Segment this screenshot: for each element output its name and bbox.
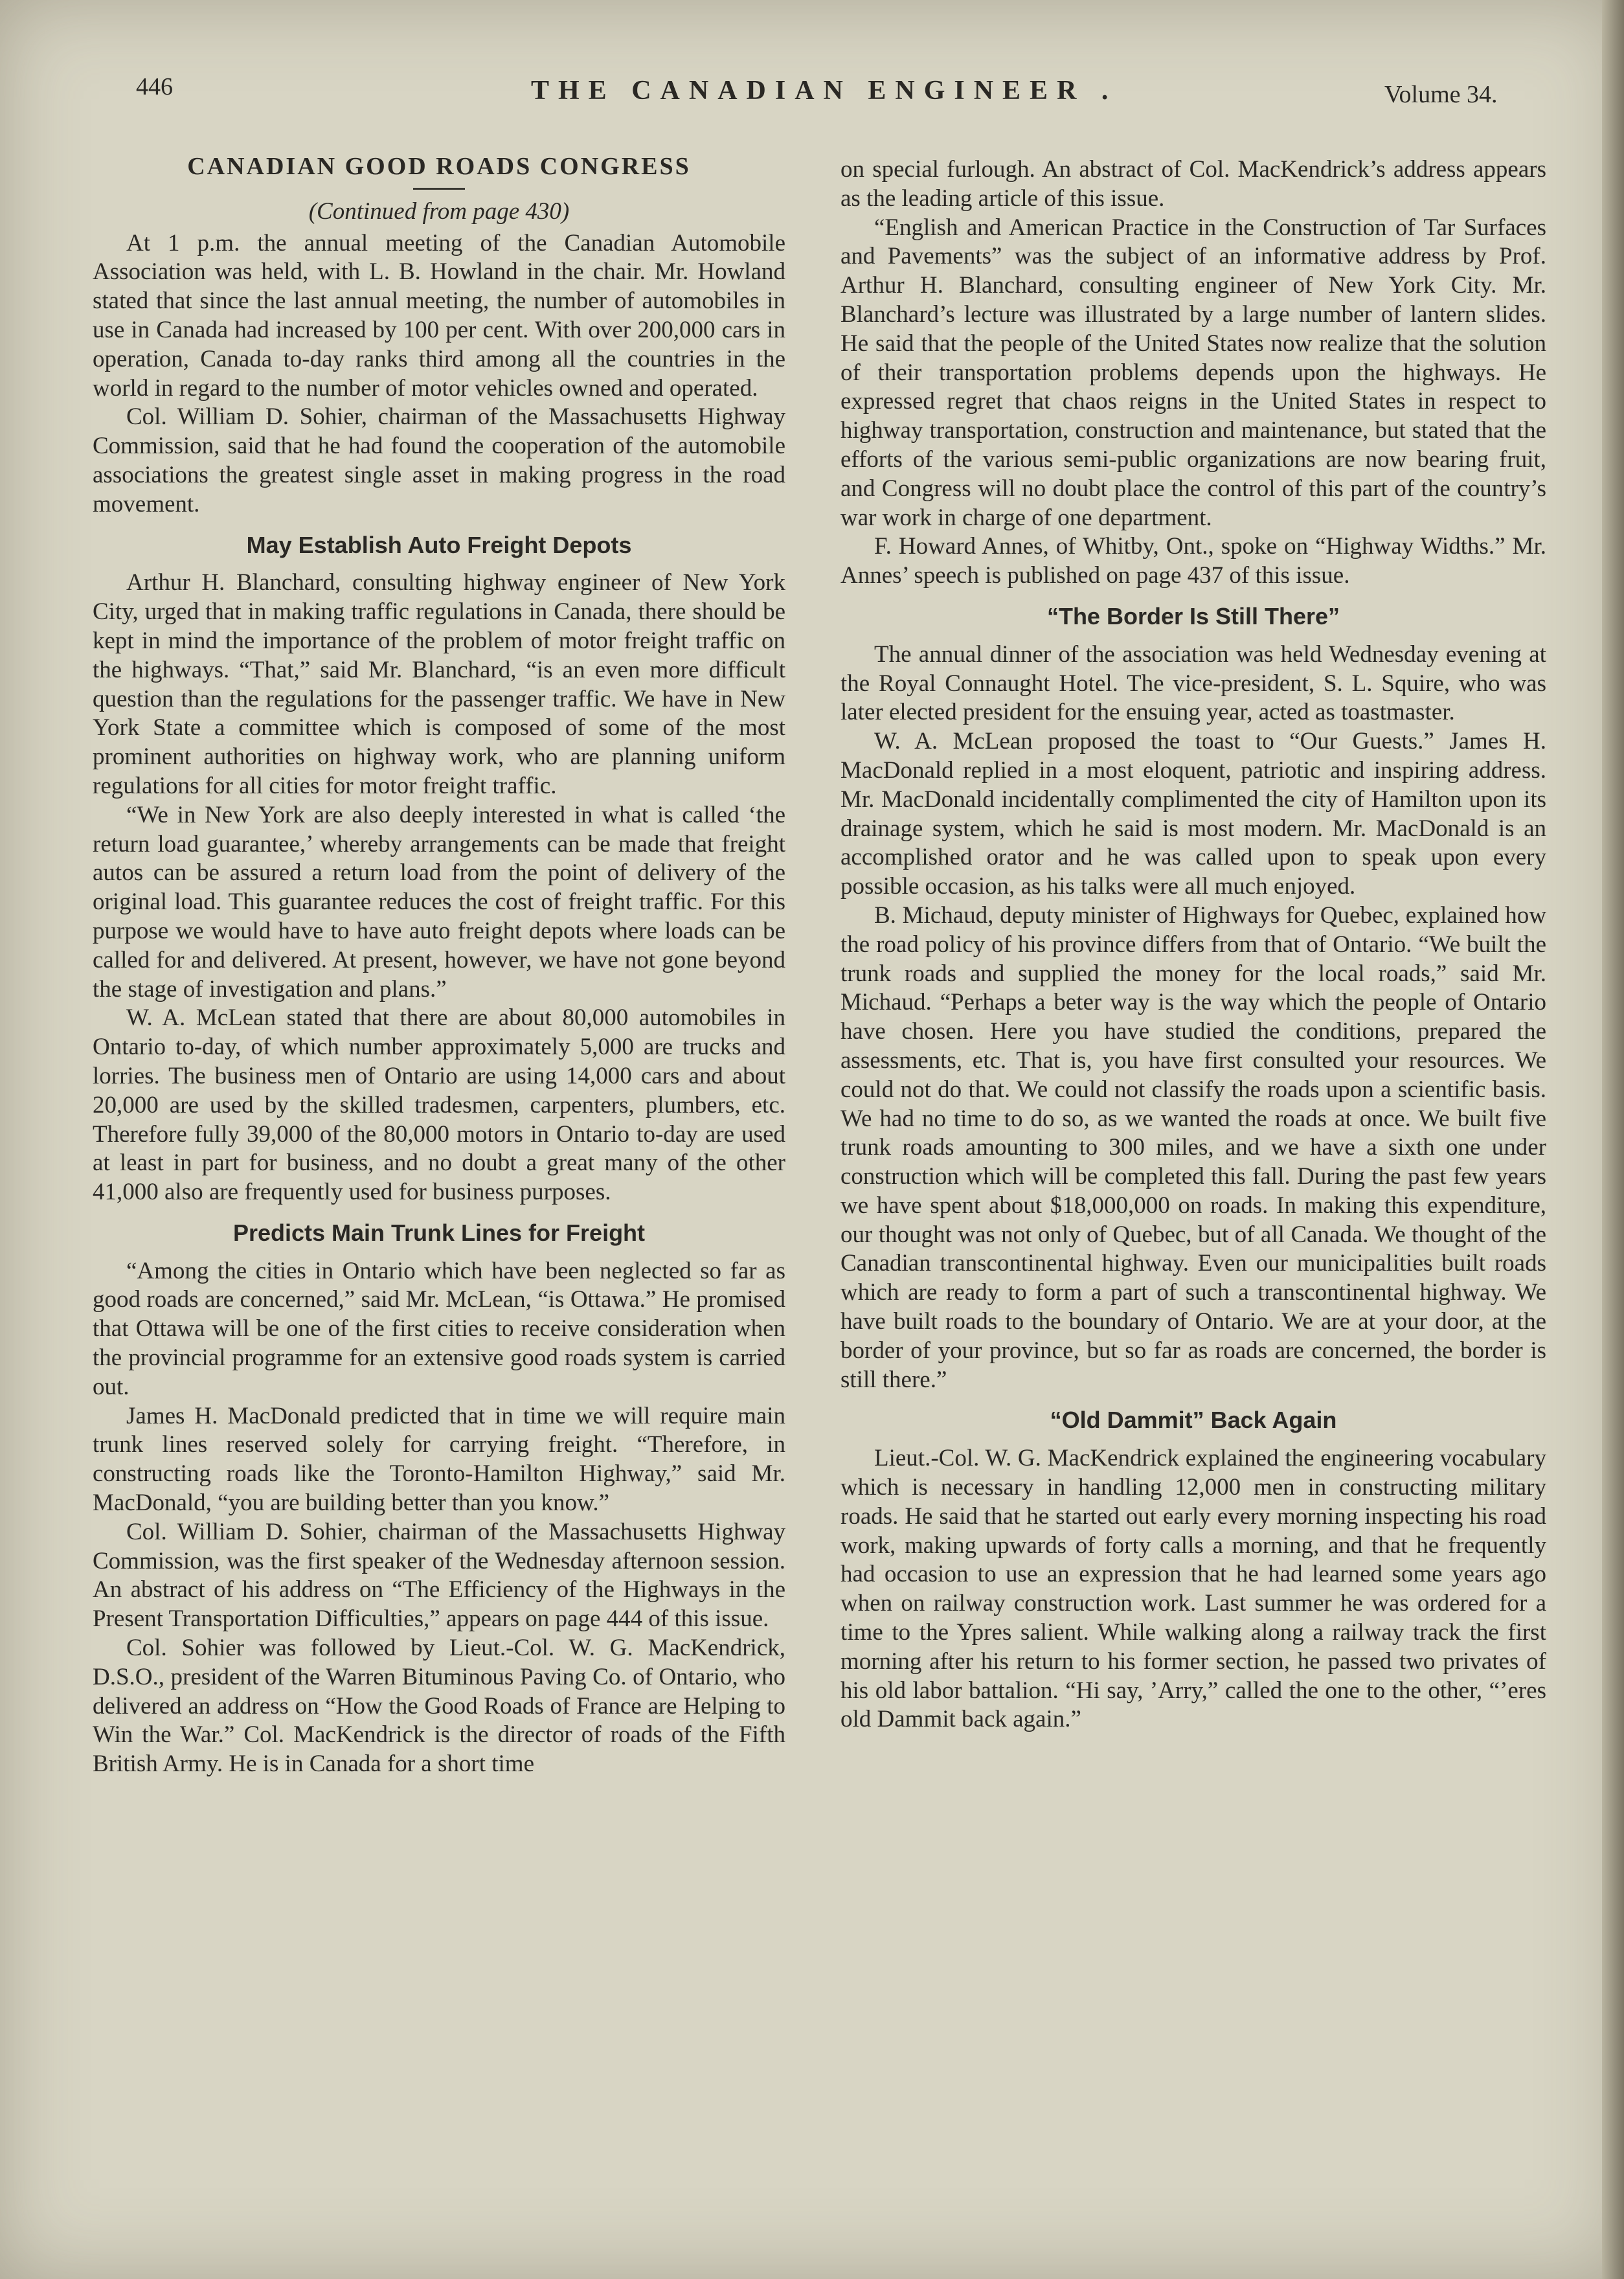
section-heading: May Establish Auto Freight Depots: [246, 531, 632, 558]
paragraph: F. Howard Annes, of Whitby, Ont., spoke on “Highway Widths.” Mr. Annes’ speech is published on page 437 of this issue.: [840, 533, 1546, 589]
paragraph: James H. MacDonald predicted that in time we will require main trunk lines reserved solely for carrying freight. “Therefore, in constructing roads like the Toronto-Hamilton Highway,” said Mr. MacDonald, “you are building better than you know.”: [93, 1402, 785, 1517]
page-number: 446: [136, 73, 173, 100]
article-title: CANADIAN GOOD ROADS CONGRESS: [187, 153, 691, 180]
left-column: [93, 146, 785, 1779]
volume-label: Volume 34.: [1384, 81, 1498, 108]
paragraph: Arthur H. Blanchard, consulting highway engineer of New York City, urged that in making traffic regulations in Canada, there should be kept in mind the importance of the problem of motor freight traffic on the highways. “That,” said Mr. Blanchard, “is an even more difficult question than the regulations for the passenger traffic. We have in New York State a committee which is composed of some of the most prominent authorities on highway work, who are planning uniform regulations for all cities for motor freight traffic.: [93, 569, 785, 799]
publication-title: THE CANADIAN ENGINEER .: [531, 76, 1118, 106]
paragraph: Col. William D. Sohier, chairman of the Massachusetts Highway Commission, said that he had found the cooperation of the automobile associations the greatest single asset in making progress in the road movement.: [93, 403, 785, 517]
paragraph: W. A. McLean proposed the toast to “Our Guests.” James H. MacDonald replied in a most eloquent, patriotic and inspiring address. Mr. MacDonald incidentally complimented the city of Hamilton upon its drainage system, which he said is most modern. Mr. MacDonald is an accomplished orator and he was called upon to speak upon every possible occasion, as his talks were all much enjoyed.: [840, 728, 1546, 900]
page-edge-shadow: [1602, 0, 1624, 2279]
paragraph: The annual dinner of the association was held Wednesday evening at the Royal Connaught Hotel. The vice-president, S. L. Squire, who was later elected president for the ensuing year, acted as toastmaster.: [840, 641, 1546, 726]
paragraph: “English and American Practice in the Construction of Tar Surfaces and Pavements” was the subject of an informative address by Prof. Arthur H. Blanchard, consulting engineer of New York City. Mr. Blanchard’s lecture was illustrated by a large number of lantern slides. He said that the people of the United States now realize that the solution of their transportation problems depends upon the highways. He expressed regret that chaos reigns in the United States in respect to highway transportation, construction and maintenance, but stated that the efforts of the various semi-public organizations are now bearing fruit, and Congress will no doubt place the control of this part of the country’s war work in charge of one department.: [840, 214, 1546, 531]
section-heading: “Old Dammit” Back Again: [1050, 1407, 1337, 1434]
paragraph: At 1 p.m. the annual meeting of the Canadian Automobile Association was held, with L. B. Howland in the chair. Mr. Howland stated that since the last annual meeting, the number of automobiles in use in Canada had increased by 100 per cent. With over 200,000 cars in operation, Canada to-day ranks third among all the countries in the world in regard to the number of motor vehicles owned and operated.: [93, 229, 785, 402]
paragraph: “Among the cities in Ontario which have been neglected so far as good roads are concerned,” said Mr. McLean, “is Ottawa.” He promised that Ottawa will be one of the first cities to receive consideration when the provincial programme for an extensive good roads system is carried out.: [93, 1257, 785, 1400]
paragraph: B. Michaud, deputy minister of Highways for Quebec, explained how the road policy of his province differs from that of Ontario. “We built the trunk roads and supplied the money for the local roads,” said Mr. Michaud. “Perhaps a beter way is the way which the people of Ontario have chosen. Here you have studied the conditions, prepared the assessments, etc. That is, you have first consulted your resources. We could not do that. We could not classify the roads upon a scientific basis. We had no time to do so, as we wanted the roads at once. We built five trunk roads amounting to 300 miles, and we have a sixth one under construction which will be completed this fall. During the past few years we have spent about $18,000,000 on roads. In making this expenditure, our thought was not only of Quebec, but of all Canada. We thought of the Canadian transcontinental highway. Even our municipalities built roads which are ready to form a part of such a transcontinental highway. We have built roads to the boundary of Ontario. We are at your door, at the border of your province, but so far as roads are concerned, the border is still there.”: [840, 901, 1546, 1393]
continued-note: (Continued from page 430): [308, 198, 570, 225]
section-heading: “The Border Is Still There”: [1046, 602, 1340, 629]
section-heading: Predicts Main Trunk Lines for Freight: [232, 1219, 646, 1246]
title-rule: [413, 188, 465, 190]
paragraph: “We in New York are also deeply interested in what is called ‘the return load guarantee,’ whereby arrangements can be made that freight autos can be assured a return load from the point of delivery of the original load. This guarantee reduces the cost of freight traffic. For this purpose we would have to have auto freight depots where loads can be called for and delivered. At present, however, we have not gone beyond the stage of investigation and plans.”: [93, 801, 785, 1003]
paragraph: Col. William D. Sohier, chairman of the Massachusetts Highway Commission, was the first speaker of the Wednesday afternoon session. An abstract of his address on “The Efficiency of the Highways in the Present Transportation Difficulties,” appears on page 444 of this issue.: [93, 1518, 785, 1633]
paragraph: W. A. McLean stated that there are about 80,000 automobiles in Ontario to-day, of which number approximately 5,000 are trucks and lorries. The business men of Ontario are using 14,000 cars and about 20,000 are used by the skilled tradesmen, carpenters, plumbers, etc. Therefore fully 39,000 of the 80,000 motors in Ontario to-day are used at least in part for business, and no doubt a great many of the other 41,000 also are frequently used for business purposes.: [93, 1004, 785, 1206]
paragraph: Lieut.-Col. W. G. MacKendrick explained the engineering vocabulary which is necessary in handling 12,000 men in constructing military roads. He said that he started out early every morning inspecting his road work, making upwards of forty calls a morning, and that he frequently had occasion to use an expression that he had learned some years ago when on railway construction work. Last summer he was ordered for a time to the Ypres salient. While walking along a railway track the first morning after his return to his former section, he passed two privates of his old labor battalion. “Hi say, ’Arry,” called the one to the other, “’eres old Dammit back again.”: [840, 1445, 1546, 1733]
paragraph: Col. Sohier was followed by Lieut.-Col. W. G. MacKendrick, D.S.O., president of the Warren Bituminous Paving Co. of Ontario, who delivered an address on “How the Good Roads of France are Helping to Win the War.” Col. MacKendrick is the director of roads of the Fifth British Army. He is in Canada for a short time: [93, 1635, 785, 1778]
paragraph: on special furlough. An abstract of Col. MacKendrick’s address appears as the leading article of this issue.: [840, 156, 1546, 212]
right-column: [840, 155, 1546, 1734]
